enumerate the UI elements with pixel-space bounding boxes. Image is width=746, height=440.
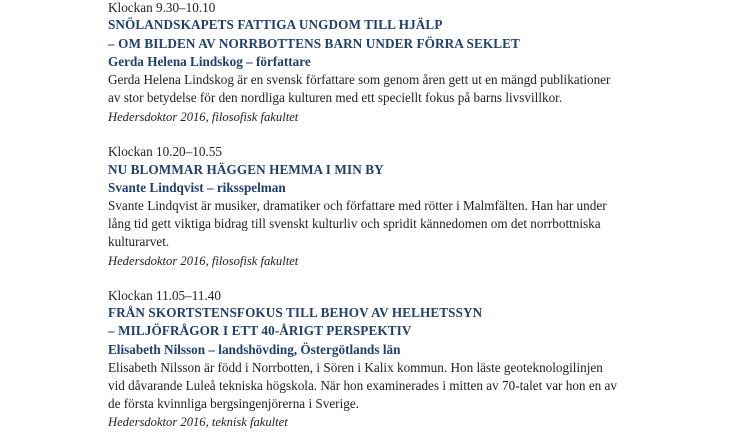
session-description-line: Gerda Helena Lindskog är en svensk författare som genom åren gett ut en mängd publikationer: [108, 72, 611, 87]
program-session: [108, 287, 738, 440]
session-time: Klockan 9.30–10.10: [108, 0, 216, 15]
session-honor: Hedersdoktor 2016, filosofisk fakultet: [108, 110, 299, 124]
session-title-line: – OM BILDEN AV NORRBOTTENS BARN UNDER FÖRRA SEKLET: [108, 36, 520, 51]
program-document: [108, 0, 738, 429]
session-speaker: Gerda Helena Lindskog – författare: [108, 54, 311, 69]
session-honor: Hedersdoktor 2016, teknisk fakultet: [108, 415, 288, 429]
session-time: Klockan 10.20–10.55: [108, 144, 222, 159]
session-time: Klockan 11.05–11.40: [108, 288, 221, 303]
session-speaker: Elisabeth Nilsson – landshövding, Östergötlands län: [108, 342, 401, 357]
session-description-line: Svante Lindqvist är musiker, dramatiker och författare med rötter i Malmfälten. Han har under: [108, 198, 607, 213]
program-session: [108, 143, 738, 296]
session-honor: Hedersdoktor 2016, filosofisk fakultet: [108, 254, 299, 268]
session-title-line: – MILJÖFRÅGOR I ETT 40-ÅRIGT PERSPEKTIV: [108, 323, 412, 338]
session-description-line: vid dåvarande Luleå tekniska högskola. När hon examinerades i mitten av 70-talet var hon en av: [108, 378, 618, 393]
program-session: [108, 0, 738, 152]
session-title-line: FRÅN SKORTSTENSFOKUS TILL BEHOV AV HELHETSSYN: [108, 305, 483, 320]
session-description-line: kulturarvet.: [108, 234, 170, 249]
session-title-line: NU BLOMMAR HÄGGEN HEMMA I MIN BY: [108, 162, 384, 177]
session-description-line: de första kvinnliga bergsingenjörerna i Sverige.: [108, 396, 359, 411]
session-description-line: lång tid gett viktiga bidrag till svenskt kulturliv och spridit kännedomen om det norrbottniska: [108, 216, 601, 231]
session-description-line: av stor betydelse för den nordliga kulturen med ett speciellt fokus på barns livsvillkor.: [108, 90, 563, 105]
session-title-line: SNÖLANDSKAPETS FATTIGA UNGDOM TILL HJÄLP: [108, 17, 443, 32]
session-description-line: Elisabeth Nilsson är född i Norrbotten, i Sören i Kalix kommun. Hon läste geoteknologilinjen: [108, 360, 603, 375]
session-speaker: Svante Lindqvist – riksspelman: [108, 180, 286, 195]
